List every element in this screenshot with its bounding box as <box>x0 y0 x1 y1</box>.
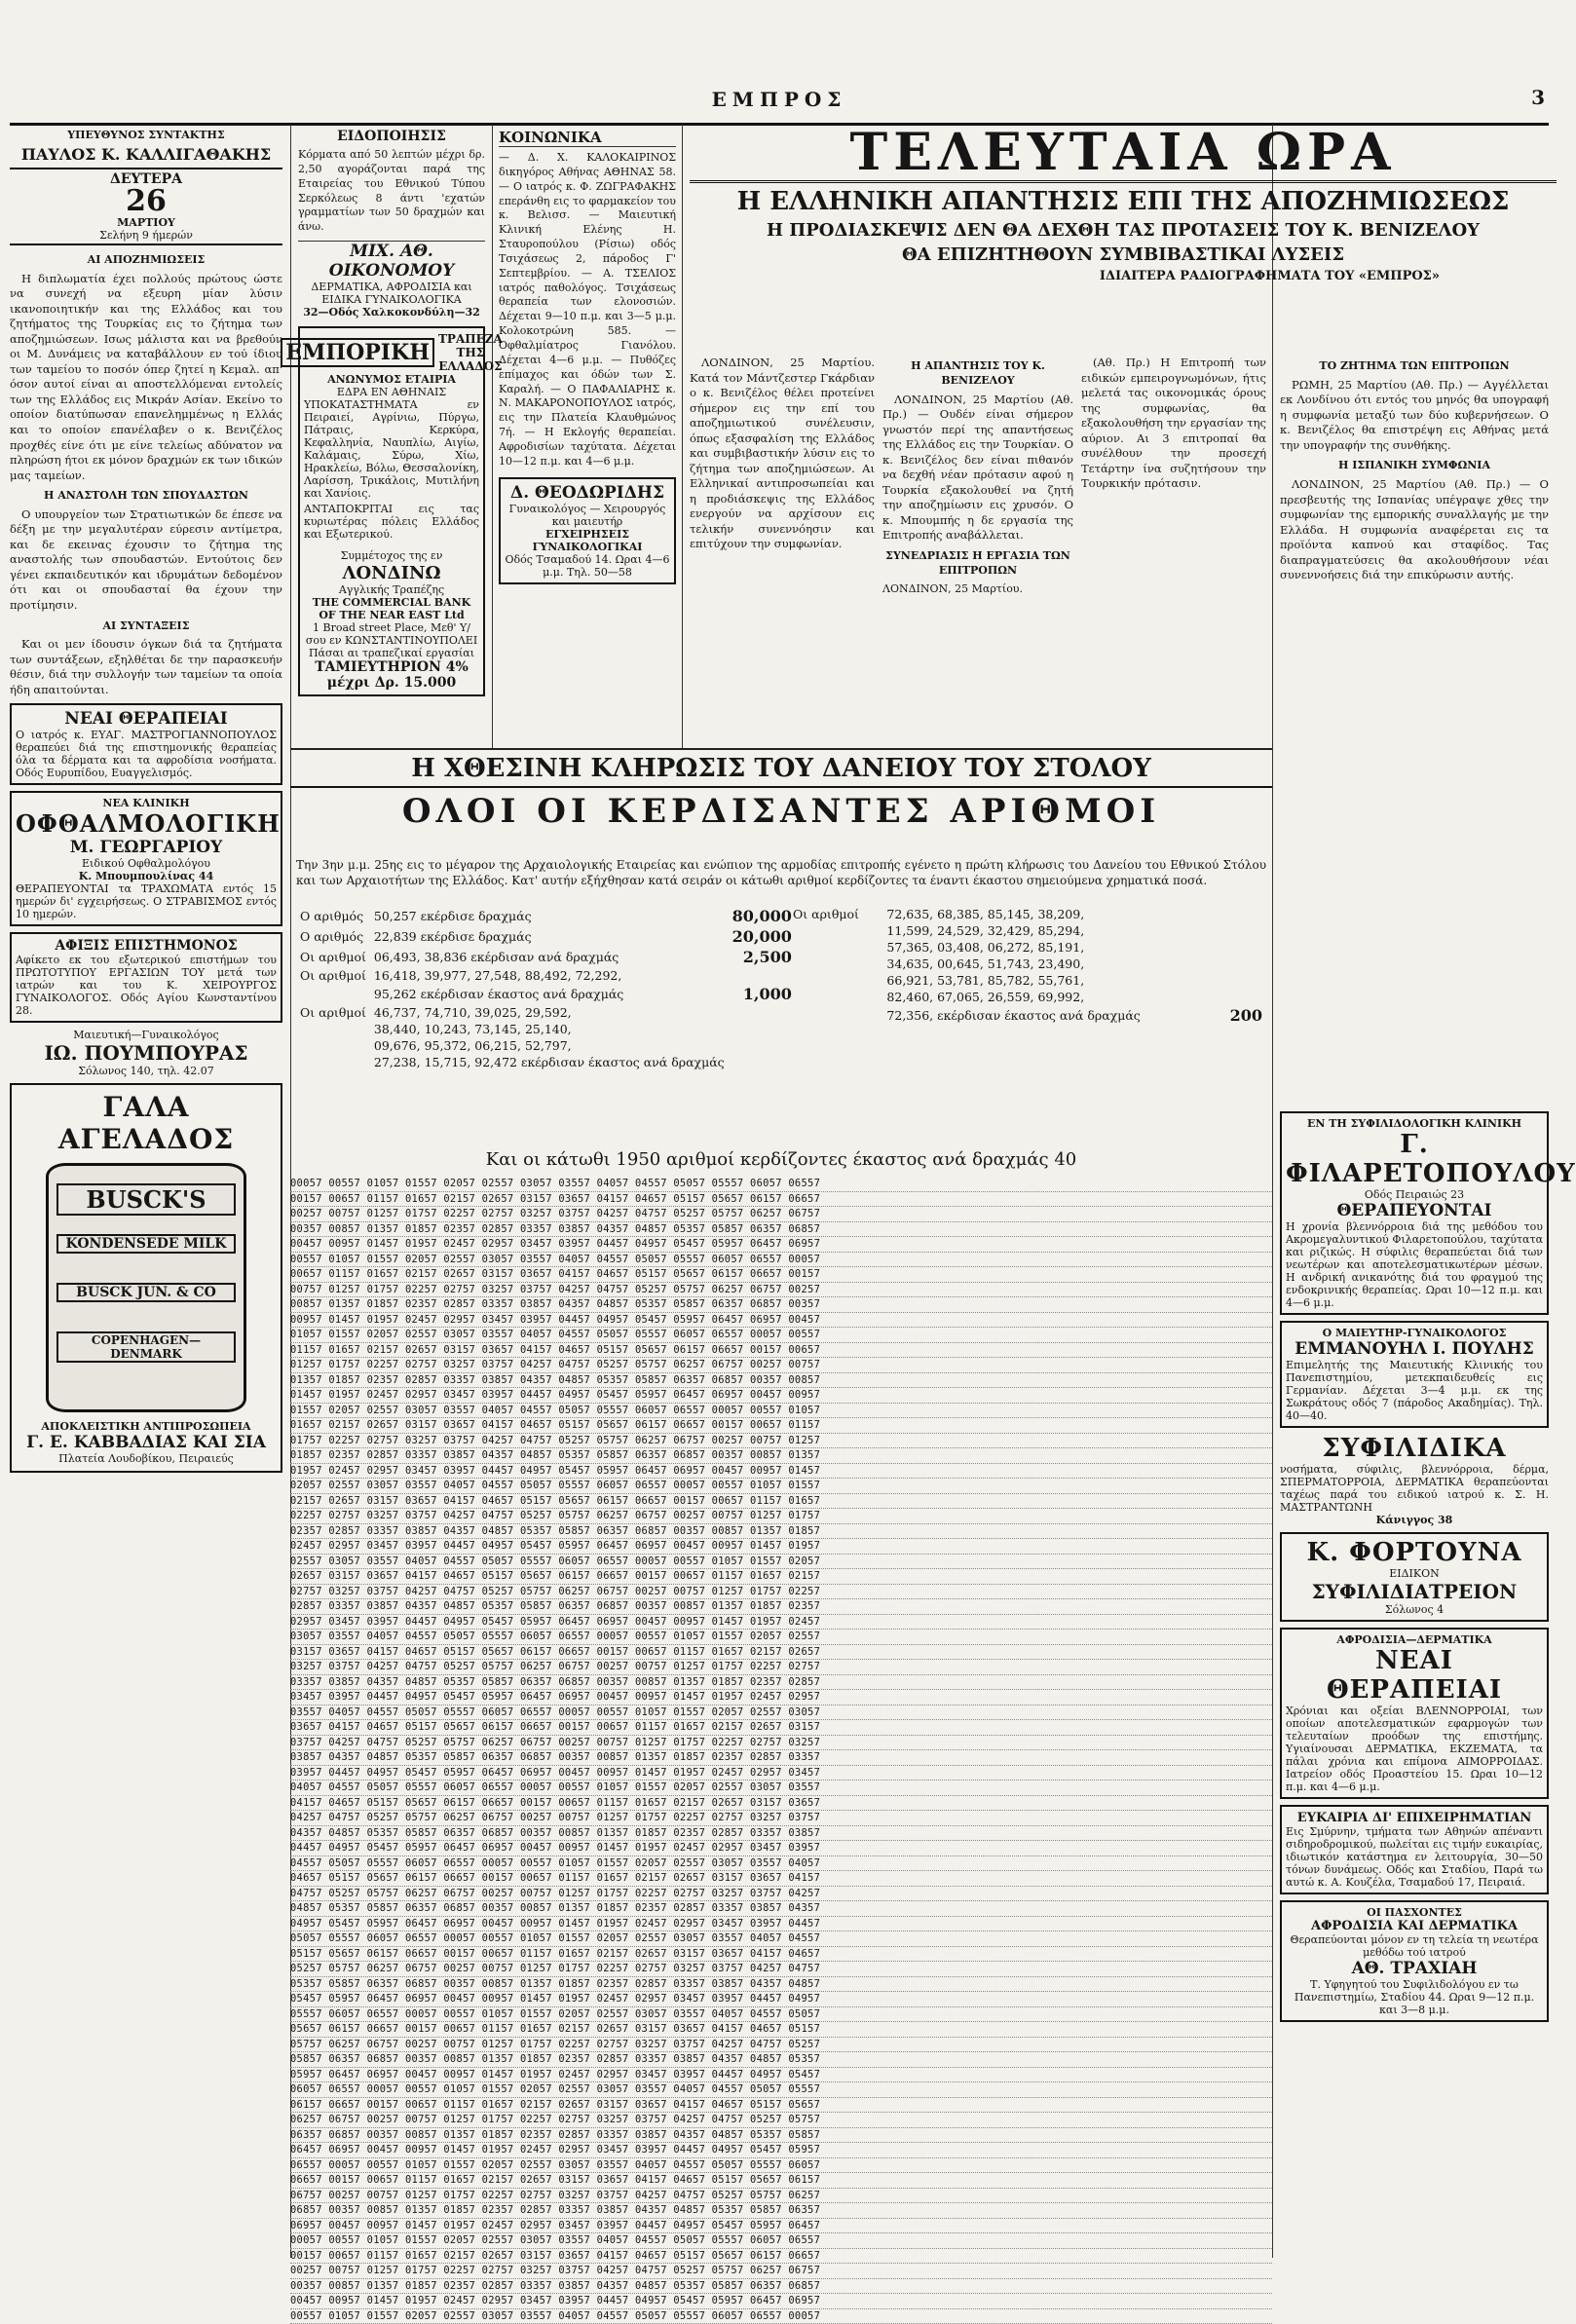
notices-column <box>298 125 485 748</box>
last-hour-sub1: Η ΕΛΛΗΝΙΚΗ ΑΠΑΝΤΗΣΙΣ ΕΠΙ ΤΗΣ ΑΠΟΖΗΜΙΩΣΕΩΣ <box>690 187 1557 216</box>
number-grid-row: 02857 03357 03857 04357 04857 05357 05857 06357 06857 00357 00857 01357 01857 02357 <box>290 1599 1272 1615</box>
ad-doctor-arrival <box>10 932 282 1023</box>
notices-text: Κόρματα από 50 λεπτών μέχρι δρ. 2,50 αγοράζονται παρά της Εταιρείας του Εθνικού Τύπου Σερκόλεως 8 άντι 'εχατών γραμματίων των 50 δραχμών και άνω. <box>298 148 485 235</box>
ad-aphrodisia-text: Χρόνιαι και οξείαι ΒΛΕΝΝΟΡΡΟΙΑΙ, των οποίων αποτελεσματικών εφαρμογών των τελευταίων προόδων της επιστήμης. Υγιαίνουσαι ΔΕΡΜΑΤΙΚΑ, ΕΚΖΕΜΑΤΑ, τα πάλαι χρόνια και επίμονα ΑΙΜΟΡΡΟΙΔΑΣ. Ιατρείον οδός Προαστείου 15. Ωραι 10—12 π.μ. και 4—6 μ.μ. <box>1286 1705 1543 1793</box>
ad-bank-commercial: THE COMMERCIAL BANK OF THE NEAR EAST Ltd <box>304 596 479 621</box>
prize-amount <box>1215 972 1266 989</box>
prize-amount <box>729 1004 796 1021</box>
number-grid-row: 04957 05457 05957 06457 06957 00457 00957 01457 01957 02457 02957 03457 03957 04457 <box>290 1917 1272 1932</box>
left-column <box>10 125 282 2258</box>
ad-aphrodisia <box>1280 1628 1549 1799</box>
prize-cell <box>296 1037 370 1054</box>
ad-midwife-poulis-name: ΕΜΜΑΝΟΥΗΛ Ι. ΠΟΥΛΗΣ <box>1286 1339 1543 1359</box>
number-grid-row: 01857 02357 02857 03357 03857 04357 04857 05357 05857 06357 06857 00357 00857 01357 <box>290 1448 1272 1464</box>
prize-row <box>296 1004 796 1021</box>
number-grid-row: 02957 03457 03957 04457 04957 05457 05957 06457 06957 00457 00957 01457 01957 02457 <box>290 1615 1272 1631</box>
number-grid-row: 06357 06857 00357 00857 01357 01857 02357 02857 03357 03857 04357 04857 05357 05857 <box>290 2128 1272 2144</box>
prize-row <box>789 956 1266 972</box>
number-grid-row: 06057 06557 00057 00557 01057 01557 02057 02557 03057 03557 04057 04557 05057 05557 <box>290 2082 1272 2098</box>
prize-cell: 06,493, 38,836 εκέρδισαν ανά δραχμάς <box>370 947 729 967</box>
social-text: — Δ. Χ. ΚΑΛΟΚΑΙΡΙΝΟΣ δικηγόρος Αθήνας ΑΘΗΝΑΣ 58. — Ο ιατρός κ. Φ. ΖΩΓΡΑΦΑΚΗΣ επεράνθη εις το φαρμακείον του κ. Βελισσ. — Μαιευτική Κλινική Ελένης Η. Σταυροπούλου (Ρίσιω) οδός Τσιχάσεως 2, πάροδος Γ' Σεπτεμβρίου. — Α. ΤΣΕΛΙΟΣ ιατρός παθολόγος. Τσιχάσεως θεραπεία των ελονοσιών. Δέχεται 9—10 π.μ. και 3—5 μ.μ. Κολοκοτρώνη 585. — Οφθαλμίατρος Γιανόλου. Δέχεται 4—6 μ.μ. — Πυθόζες επίμαχος και όδών των Σ. Καραλή. — Ο ΠΑΦΑΛΙΑΡΗΣ κ. Ν. ΜΑΚΑΡΟΝΟΠΟΥΛΟΣ ιατρός, εις την Πλατεία Κλαυθμώνος 7ή. — Η Εκλογής θεραπείαι. Αφροδισίων ταχύτατα. Δέχεται 10—12 π.μ. και 4—6 μ.μ. <box>499 151 676 469</box>
prize-row <box>296 947 796 967</box>
news-col-d-text2: ΡΩΜΗ, 25 Μαρτίου (Αθ. Πρ.) — Αγγέλλεται εκ Λονδίνου ότι εντός του μηνός θα υπογραφή η συμφωνία μεταξύ των δύο κυβερνήσεων. Ο κ. Βενιζέλος θα επιστρέψη εις Αθήνας μετά την υπογραφήν της συνθήκης. <box>1280 378 1549 454</box>
prize-cell <box>296 984 370 1004</box>
number-grid-row: 00757 01257 01757 02257 02757 03257 03757 04257 04757 05257 05757 06257 06757 00257 <box>290 1283 1272 1298</box>
number-grid-row: 06757 00257 00757 01257 01757 02257 02757 03257 03757 04257 04757 05257 05757 06257 <box>290 2189 1272 2204</box>
ad-bank-branches: ΥΠΟΚΑΤΑΣΤΗΜΑΤΑ εν Πειραιεί, Αγρίνιω, Πύργω, Πάτραις, Κερκύρα, Κεφαλληνία, Ναυπλίω, Αιγίω, Καλάμαις, Σύρω, Χίω, Ηρακλείω, Βόλω, Θεσσαλονίκη, Λαρίσση, Τρικάλοις, Μυτιλήνη και Χανίοις. <box>304 398 479 500</box>
number-grid-row: 00657 01157 01657 02157 02657 03157 03657 04157 04657 05157 05657 06157 06657 00157 <box>290 1267 1272 1283</box>
number-grid-row: 03357 03857 04357 04857 05357 05857 06357 06857 00357 00857 01357 01857 02357 02857 <box>290 1675 1272 1691</box>
ad-bank-london <box>304 544 479 583</box>
number-grid-row: 03657 04157 04657 05157 05657 06157 06657 00157 00657 01157 01657 02157 02657 03157 <box>290 1720 1272 1736</box>
news-col-b-text: ΛΟΝΔΙΝΟΝ, 25 Μαρτίου (Αθ. Πρ.) — Ουδέν είναι σήμερον γνωστόν περί της απαντήσεως της Ελλάδος εις την Τουρκίαν. Ο κ. Βενιζέλος δεν είναι πιθανόν να δεχθή νέαν πρότασιν αφού η Τουρκία εξακολουθεί να ζητή την αποζημίωσιν εις χρυσόν. Ο κ. Μπουμπής η δε εργασία της Επιτροπής αναβάλλεται. <box>882 393 1073 544</box>
ad-syph-clinic-address: Οδός Πειραιώς 23 <box>1286 1188 1543 1201</box>
ad-theodoridis <box>499 477 676 584</box>
ad-eye-clinic-sub: Ειδικού Οφθαλμολόγου <box>16 857 277 870</box>
ad-bank-header <box>304 332 479 373</box>
number-grid-row: 06457 06957 00457 00957 01457 01957 02457 02957 03457 03957 04457 04957 05457 05957 <box>290 2143 1272 2158</box>
prize-cell: 95,262 εκέρδισαν έκαστος ανά δραχμάς <box>370 984 729 1004</box>
ad-fortouna <box>1280 1532 1549 1622</box>
prize-row <box>296 906 796 926</box>
prize-cell <box>789 972 882 989</box>
number-grid-row: 05057 05557 06057 06557 00057 00557 01057 01557 02057 02557 03057 03557 04057 04557 <box>290 1931 1272 1947</box>
last-hour-sub3: ΘΑ ΕΠΙΖΗΤΗΘΟΥΝ ΣΥΜΒΙΒΑΣΤΙΚΑΙ ΛΥΣΕΙΣ <box>690 244 1557 265</box>
number-grid-row: 00057 00557 01057 01557 02057 02557 03057 03557 04057 04557 05057 05557 06057 06557 <box>290 1177 1272 1192</box>
ad-eye-clinic <box>10 791 282 926</box>
prize-row <box>789 1005 1266 1026</box>
ad-syph-clinic <box>1280 1111 1549 1315</box>
number-grid-row: 02257 02757 03257 03757 04257 04757 05257 05757 06257 06757 00257 00757 01257 01757 <box>290 1509 1272 1524</box>
ad-doctor-arrival-title: ΑΦΙΞΙΣ ΕΠΙΣΤΗΜΟΝΟΣ <box>16 938 277 954</box>
number-grid-row: 02557 03057 03557 04057 04557 05057 05557 06057 06557 00057 00557 01057 01557 02057 <box>290 1555 1272 1570</box>
lottery-subtitle: ΟΛΟΙ ΟΙ ΚΕΡΔΙΣΑΝΤΕΣ ΑΡΙΘΜΟΙ <box>290 792 1272 831</box>
number-grid-row: 00257 00757 01257 01757 02257 02757 03257 03757 04257 04757 05257 05757 06257 06757 <box>290 2264 1272 2279</box>
prize-cell: Οι αριθμοί <box>789 906 882 922</box>
number-grid-row: 00857 01357 01857 02357 02857 03357 03857 04357 04857 05357 05857 06357 06857 00357 <box>290 1297 1272 1313</box>
prize-amount: 1,000 <box>729 984 796 1004</box>
prize-amount: 80,000 <box>729 906 796 926</box>
number-grid-row: 06557 00057 00557 01057 01557 02057 02557 03057 03557 04057 04557 05057 05557 06057 <box>290 2158 1272 2174</box>
prize-row <box>789 939 1266 956</box>
prize-amount <box>729 1021 796 1037</box>
date-box <box>10 168 282 245</box>
prize-amount <box>1215 906 1266 922</box>
date-month: ΜΑΡΤΙΟΥ <box>10 216 282 229</box>
prize-amount <box>729 967 796 984</box>
ad-milk-address: Πλατεία Λουδοβίκου, Πειραιεύς <box>18 1452 275 1465</box>
ad-eye-clinic-address: Κ. Μπουμπουλίνας 44 <box>16 870 277 882</box>
ad-new-therapies-title: ΝΕΑΙ ΘΕΡΑΠΕΙΑΙ <box>16 709 277 729</box>
number-grid-row: 01757 02257 02757 03257 03757 04257 04757 05257 05757 06257 06757 00257 00757 01257 <box>290 1434 1272 1449</box>
number-grid-row: 02057 02557 03057 03557 04057 04557 05057 05557 06057 06557 00057 00557 01057 01557 <box>290 1479 1272 1494</box>
number-grid-row: 04257 04757 05257 05757 06257 06757 00257 00757 01257 01757 02257 02757 03257 03757 <box>290 1811 1272 1826</box>
can-label-top: BUSCK'S <box>56 1183 236 1216</box>
ad-theodoridis-spec: Γυναικολόγος — Χειρουργός και μαιευτήρ <box>505 503 670 528</box>
number-grid-row: 05557 06057 06557 00057 00557 01057 01557 02057 02557 03057 03557 04057 04557 05057 <box>290 2007 1272 2023</box>
lottery-prize-table-left <box>296 906 796 1070</box>
number-grid-row: 02357 02857 03357 03857 04357 04857 05357 05857 06357 06857 00357 00857 01357 01857 <box>290 1524 1272 1540</box>
number-grid-row: 00157 00657 01157 01657 02157 02657 03157 03657 04157 04657 05157 05657 06157 06657 <box>290 2249 1272 2265</box>
prize-amount: 200 <box>1215 1005 1266 1026</box>
masthead-title: ΕΜΠΡΟΣ <box>10 88 1549 111</box>
ad-eye-clinic-title: ΟΦΘΑΛΜΟΛΟΓΙΚΗ <box>16 809 277 838</box>
number-grid-row: 04757 05257 05757 06257 06757 00257 00757 01257 01757 02257 02757 03257 03757 04257 <box>290 1887 1272 1902</box>
ad-aphrodisia-pre: ΑΦΡΟΔΙΣΙΑ—ΔΕΡΜΑΤΙΚΑ <box>1286 1633 1543 1646</box>
number-grid-row: 05957 06457 06957 00457 00957 01457 01957 02457 02957 03457 03957 04457 04957 05457 <box>290 2068 1272 2083</box>
last-hour-sub2: Η ΠΡΟΔΙΑΣΚΕΨΙΣ ΔΕΝ ΘΑ ΔΕΧΘΗ ΤΑΣ ΠΡΟΤΑΣΕΙΣ ΤΟΥ Κ. ΒΕΝΙΖΕΛΟΥ <box>690 220 1557 241</box>
prize-amount <box>1215 956 1266 972</box>
number-grid-row: 06157 06657 00157 00657 01157 01657 02157 02657 03157 03657 04157 04657 05157 05657 <box>290 2098 1272 2114</box>
number-grid-row: 01657 02157 02657 03157 03657 04157 04657 05157 05657 06157 06657 00157 00657 01157 <box>290 1418 1272 1434</box>
prize-cell <box>789 1005 882 1026</box>
ad-fortouna-sub: ΕΙΔΙΚΟΝ <box>1286 1567 1543 1580</box>
prize-cell: 16,418, 39,977, 27,548, 88,492, 72,292, <box>370 967 729 984</box>
number-grid-row: 00157 00657 01157 01657 02157 02657 03157 03657 04157 04657 05157 05657 06157 06657 <box>290 1192 1272 1208</box>
column-rule <box>682 125 683 748</box>
ad-bank-london-pre2: Αγγλικής Τραπέζης <box>304 583 479 596</box>
ad-trachia-text: Θεραπεύονται μόνον εν τη τελεία τη νεωτέρα μεθόδω τού ιατρού <box>1286 1933 1543 1959</box>
number-grid-row: 03857 04357 04857 05357 05857 06357 06857 00357 00857 01357 01857 02357 02857 03357 <box>290 1750 1272 1766</box>
ad-trachia-pre: ΟΙ ΠΑΣΧΟΝΤΕΣ <box>1286 1906 1543 1919</box>
number-grid-row: 01957 02457 02957 03457 03957 04457 04957 05457 05957 06457 06957 00457 00957 01457 <box>290 1464 1272 1480</box>
number-grid-row: 00257 00757 01257 01757 02257 02757 03257 03757 04257 04757 05257 05757 06257 06757 <box>290 1207 1272 1222</box>
number-grid-row: 03157 03657 04157 04657 05157 05657 06157 06657 00157 00657 01157 01657 02157 02657 <box>290 1645 1272 1661</box>
ad-midwife-name: ΙΩ. ΠΟΥΜΠΟΥΡΑΣ <box>10 1041 282 1065</box>
prize-cell: 46,737, 74,710, 39,025, 29,592, <box>370 1004 729 1021</box>
news-col-d <box>1280 356 1549 1096</box>
last-hour-sub4: ΙΔΙΑΙΤΕΡΑ ΡΑΔΙΟΓΡΑΦΗΜΑΤΑ ΤΟΥ «ΕΜΠΡΟΣ» <box>690 269 1557 283</box>
ad-eye-clinic-pre: ΝΕΑ ΚΛΙΝΙΚΗ <box>16 797 277 809</box>
news-col-b-foot2: ΛΟΝΔΙΝΟΝ, 25 Μαρτίου. <box>882 582 1073 597</box>
number-grid-row: 04357 04857 05357 05857 06357 06857 00357 00857 01357 01857 02357 02857 03357 03857 <box>290 1826 1272 1842</box>
ad-trachia-spec: ΑΦΡΟΔΙΣΙΑ ΚΑΙ ΔΕΡΜΑΤΙΚΑ <box>1286 1919 1543 1933</box>
prize-cell: 57,365, 03,408, 06,272, 85,191, <box>882 939 1215 956</box>
prize-cell <box>789 922 882 939</box>
editor-label: ΥΠΕΥΘΥΝΟΣ ΣΥΝΤΑΚΤΗΣ <box>10 129 282 141</box>
prize-cell <box>296 1054 370 1070</box>
prize-cell: 82,460, 67,065, 26,559, 69,992, <box>882 989 1215 1005</box>
ad-eye-clinic-text: ΘΕΡΑΠΕΥΟΝΤΑΙ τα ΤΡΑΧΩΜΑΤΑ εντός 15 ημερών δι' εγχειρήσεως. Ο ΣΤΡΑΒΙΣΜΟΣ εντός 10 ημερών. <box>16 882 277 920</box>
prize-cell: 50,257 εκέρδισε δραχμάς <box>370 906 729 926</box>
last-hour-section <box>690 125 1557 283</box>
lottery-header <box>290 754 1272 831</box>
number-grid-row: 02157 02657 03157 03657 04157 04657 05157 05657 06157 06657 00157 00657 01157 01657 <box>290 1494 1272 1510</box>
prize-cell: 09,676, 95,372, 06,215, 52,797, <box>370 1037 729 1054</box>
article-students-head: Η ΑΝΑΣΤΟΛΗ ΤΩΝ ΣΠΟΥΔΑΣΤΩΝ <box>10 489 282 504</box>
prize-row <box>296 1021 796 1037</box>
ad-syphilitic-title: ΣΥΦΙΛΙΔΙΚΑ <box>1280 1434 1549 1463</box>
news-col-b-foot: ΣΥΝΕΔΡΙΑΣΙΣ Η ΕΡΓΑΣΙΑ ΤΩΝ ΕΠΙΤΡΟΠΩΝ <box>882 549 1073 579</box>
number-grid-row: 03957 04457 04957 05457 05957 06457 06957 00457 00957 01457 01957 02457 02957 03457 <box>290 1766 1272 1781</box>
ad-oikonomou-spec: ΔΕΡΜΑΤΙΚΑ, ΑΦΡΟΔΙΣΙΑ και ΕΙΔΙΚΑ ΓΥΝΑΙΚΟΛΟΓΙΚΑ <box>298 281 485 306</box>
can-label-bottom: BUSCK JUN. & CO <box>56 1283 236 1302</box>
prize-amount <box>1215 989 1266 1005</box>
prize-cell: 66,921, 53,781, 85,782, 55,761, <box>882 972 1215 989</box>
ad-bank-seat: ΕΔΡΑ ΕΝ ΑΘΗΝΑΙΣ <box>304 386 479 398</box>
prize-row <box>789 906 1266 922</box>
ad-midwife <box>10 1029 282 1077</box>
prize-cell: Ο αριθμός <box>296 906 370 926</box>
prize-row <box>296 967 796 984</box>
news-col-d-text3: ΛΟΝΔΙΝΟΝ, 25 Μαρτίου (Αθ. Πρ.) — Ο πρεσβευτής της Ισπανίας υπέγραψε χθες την συμφωνίαν της εμπορικής συναλλαγής με την Ελλάδα. Η συμφωνία αναφέρεται εις τα προϊόντα καπνού και σταφίδος. Τας διαπραγματεύσεις θα ακολουθήσουν νέαι συνεννοήσεις διά την επικύρωσιν αυτής. <box>1280 477 1549 583</box>
ad-fortouna-name: Κ. ΦΟΡΤΟΥΝΑ <box>1286 1538 1543 1567</box>
news-col-d-title2: ΤΟ ΖΗΤΗΜΑ ΤΩΝ ΕΠΙΤΡΟΠΩΝ <box>1280 359 1549 374</box>
number-grid-row: 00357 00857 01357 01857 02357 02857 03357 03857 04357 04857 05357 05857 06357 06857 <box>290 2279 1272 2295</box>
ad-midwife-poulis <box>1280 1321 1549 1428</box>
prize-row <box>789 922 1266 939</box>
ad-theodoridis-sub: ΕΓΧΕΙΡΗΣΕΙΣ ΓΥΝΑΙΚΟΛΟΓΙΚΑΙ <box>505 528 670 553</box>
number-grid-row: 04857 05357 05857 06357 06857 00357 00857 01357 01857 02357 02857 03357 03857 04357 <box>290 1901 1272 1917</box>
number-grid-row: 05257 05757 06257 06757 00257 00757 01257 01757 02257 02757 03257 03757 04257 04757 <box>290 1962 1272 1977</box>
number-grid-row: 06657 00157 00657 01157 01657 02157 02657 03157 03657 04157 04657 05157 05657 06157 <box>290 2173 1272 2189</box>
number-grid-row: 05657 06157 06657 00157 00657 01157 01657 02157 02657 03157 03657 04157 04657 05157 <box>290 2022 1272 2038</box>
prize-cell: Ο αριθμός <box>296 926 370 947</box>
prize-row <box>789 989 1266 1005</box>
ad-fortouna-title: ΣΥΦΙΛΙΔΙΑΤΡΕΙΟΝ <box>1286 1580 1543 1603</box>
ad-midwife-pre: Μαιευτική—Γυναικολόγος <box>10 1029 282 1041</box>
date-number: 26 <box>10 187 282 216</box>
prize-cell: 38,440, 10,243, 73,145, 25,140, <box>370 1021 729 1037</box>
lottery-intro: Την 3ην μ.μ. 25ης εις το μέγαρον της Αρχαιολογικής Εταιρείας και ενώπιον της αρμοδίας επιτροπής εγένετο η πρώτη κλήρωσις του Δανείου του Εθνικού Στόλου και των Αρχαιοτήτων της Ελλάδος. Κατ' αυτήν εξήχθησαν κατά σειράν οι κάτωθι αριθμοί κερδίζοντες τα έναντι έκαστου σημειούμενα χρηματικά ποσά. <box>296 857 1266 888</box>
number-grid-row: 00357 00857 01357 01857 02357 02857 03357 03857 04357 04857 05357 05857 06357 06857 <box>290 1222 1272 1238</box>
ad-fortouna-address: Σόλωνος 4 <box>1286 1603 1543 1616</box>
prize-amount <box>729 1037 796 1054</box>
number-grid-row: 03257 03757 04257 04757 05257 05757 06257 06757 00257 00757 01257 01757 02257 02757 <box>290 1660 1272 1675</box>
ad-bank <box>298 326 485 696</box>
prize-cell: Οι αριθμοί <box>296 947 370 967</box>
number-grid-row: 00457 00957 01457 01957 02457 02957 03457 03957 04457 04957 05457 05957 06457 06957 <box>290 2294 1272 2309</box>
right-column <box>1280 1106 1549 2255</box>
number-grid-row: 01157 01657 02157 02657 03157 03657 04157 04657 05157 05657 06157 06657 00157 00657 <box>290 1343 1272 1359</box>
ad-eye-clinic-name: Μ. ΓΕΩΡΓΑΡΙΟΥ <box>16 838 277 857</box>
ad-new-therapies-text: Ο ιατρός κ. ΕΥΑΓ. ΜΑΣΤΡΟΓΙΑΝΝΟΠΟΥΛΟΣ θεραπεύει διά της επιστημονικής θεραπείας όλα τα δέρματα και τα αφροδίσια νοσήματα. Οδός Ευρυπίδου, Ευαγγελισμός. <box>16 729 277 779</box>
last-hour-headline: ΤΕΛΕΥΤΑΙΑ ΩΡΑ <box>690 125 1557 183</box>
prize-cell: 72,356, εκέρδισαν έκαστος ανά δραχμάς <box>882 1005 1215 1026</box>
news-col-a <box>690 356 875 740</box>
prize-cell: 34,635, 00,645, 51,743, 23,490, <box>882 956 1215 972</box>
article-indemnities <box>10 253 282 697</box>
number-grid-row: 01257 01757 02257 02757 03257 03757 04257 04757 05257 05757 06257 06757 00257 00757 <box>290 1358 1272 1373</box>
lottery-table-left <box>296 906 783 1070</box>
prize-row <box>296 926 796 947</box>
milk-can-illustration <box>46 1163 246 1412</box>
prize-row <box>296 1054 796 1070</box>
article-pensions-body: Και οι μεν ίδουσιν όγκων διά τα ζητήματα των συντάξεων, εξηλθέται δε την παρασκευήν θέσιν, διά την συλλογήν των ταμείων τα οποία ήδη απαιτούνται. <box>10 637 282 697</box>
ad-syph-clinic-pre: ΕΝ ΤΗ ΣΥΦΙΛΙΔΟΛΟΓΙΚΗ ΚΛΙΝΙΚΗ <box>1286 1117 1543 1130</box>
ad-bank-savings: ΤΑΜΙΕΥΤΗΡΙΟΝ 4% <box>304 659 479 675</box>
date-note: Σελήνη 9 ήμερών <box>10 229 282 242</box>
news-col-c-text: (Αθ. Πρ.) Η Επιτροπή των ειδικών εμπειρογνωμόνων, ήτις μελετά τας οικονομικάς όρους της συμφωνίας, θα εξακολουθήση την εργασίαν της αύριον. Αι 3 επιτροπαί θα συνέλθουν την προσεχή Τετάρτην ίνα συζητήσουν την Τουρκικήν πρότασιν. <box>1081 356 1266 492</box>
ad-doctor-arrival-text: Αφίκετο εκ του εξωτερικού επιστήμων του ΠΡΩΤΟΤΥΠΟΥ ΕΡΓΑΣΙΩΝ ΤΟΥ μετά των ιατρών και του Κ. ΧΕΙΡΟΥΡΓΟΣ ΓΥΝΑΙΚΟΛΟΓΟΣ. Οδός Αγίου Κωνσταντίνου 28. <box>16 954 277 1017</box>
prize-amount <box>1215 939 1266 956</box>
prize-cell: 22,839 εκέρδισε δραχμάς <box>370 926 729 947</box>
number-grid-row: 02457 02957 03457 03957 04457 04957 05457 05957 06457 06957 00457 00957 01457 01957 <box>290 1539 1272 1555</box>
ad-bank-london-pre: Συμμέτοχος της εν <box>341 549 443 562</box>
prize-cell: Οι αριθμοί <box>296 1004 370 1021</box>
lottery-top-rule <box>290 748 1272 750</box>
number-grid-row: 01357 01857 02357 02857 03357 03857 04357 04857 05357 05857 06357 06857 00357 00857 <box>290 1373 1272 1389</box>
prize-cell: Οι αριθμοί <box>296 967 370 984</box>
ad-bank-limit: μέχρι Δρ. 15.000 <box>304 675 479 691</box>
number-grid-row: 00057 00557 01057 01557 02057 02557 03057 03557 04057 04557 05057 05557 06057 06557 <box>290 2233 1272 2249</box>
news-col-b-title: Η ΑΠΑΝΤΗΣΙΣ ΤΟΥ Κ. ΒΕΝΙΖΕΛΟΥ <box>882 359 1073 389</box>
article-pensions-head: ΑΙ ΣΥΝΤΑΞΕΙΣ <box>10 619 282 634</box>
number-grid-row: 02757 03257 03757 04257 04757 05257 05757 06257 06757 00257 00757 01257 01757 02257 <box>290 1585 1272 1600</box>
column-rule <box>492 125 493 748</box>
ad-trachia-foot: Τ. Υφηγητού του Συφιλιδολόγου εν τω Πανεπιστημίω, Σταδίου 44. Ωραι 9—12 π.μ. και 3—8 μ.μ. <box>1286 1978 1543 2016</box>
ad-syphilitic <box>1280 1434 1549 1526</box>
ad-business <box>1280 1805 1549 1894</box>
lottery-title: Η ΧΘΕΣΙΝΗ ΚΛΗΡΩΣΙΣ ΤΟΥ ΔΑΝΕΙΟΥ ΤΟΥ ΣΤΟΛΟΥ <box>290 754 1272 788</box>
ad-oikonomou <box>298 241 485 319</box>
ad-syph-clinic-name: Γ. ΦΙΛΑΡΕΤΟΠΟΥΛΟΥ <box>1286 1130 1543 1188</box>
ad-bank-address: 1 Broad street Place, Μεθ' Υ/σου εν ΚΩΝΣΤΑΝΤΙΝΟΥΠΟΛΕΙ <box>304 621 479 647</box>
prize-amount: 20,000 <box>729 926 796 947</box>
number-grid-row: 00457 00957 01457 01957 02457 02957 03457 03957 04457 04957 05457 05957 06457 06957 <box>290 1237 1272 1253</box>
ad-syph-clinic-head: ΘΕΡΑΠΕΥΟΝΤΑΙ <box>1286 1201 1543 1220</box>
social-column <box>499 125 676 748</box>
article-indemnities-body: Η διπλωματία έχει πολλούς πρώτους ώστε να συνεχή να εξευρη μίαν λύσιν ικανοποιητικήν και της Ελλάδος και του ζητήματος της Τουρκίας εις το ζήτημα των αποζημιώσεων. Ισως μάλιστα και να βρεθούν οι Μ. Δυνάμεις να καταβάλλουν εν τού ίδιου των ταμείου το ποσόν όπερ ζητεί η Κεμαλ. απ' όσον αυτοί είναι αι αποστελλόμεναι εντολείς των της Ελλάδος εις Μικράν Ασίαν. Εκείνο το οποίον διατύπωσαν επανελημμένως η Ελλάς και το οποίον επανέλαβεν ο κ. Βενιζέλος προχθές είνε ότι με είνε τελείως αδύνατον να πληρώση ήτοι εκ μόνον δραχμών εκ των ιδικών μας ταμείων. <box>10 272 282 483</box>
column-rule <box>1272 125 1273 2258</box>
prize-amount <box>729 1054 796 1070</box>
date-day: ΔΕΥΤΕΡΑ <box>10 171 282 187</box>
can-label-mid: KONDENSEDE MILK <box>56 1234 236 1254</box>
number-grid-row: 05157 05657 06157 06657 00157 00657 01157 01657 02157 02657 03157 03657 04157 04657 <box>290 1947 1272 1963</box>
prize-cell: 27,238, 15,715, 92,472 εκέρδισαν έκαστος ανά δραχμάς <box>370 1054 729 1070</box>
prize-row <box>789 972 1266 989</box>
article-students-body: Ο υπουργείον των Στρατιωτικών δε έπεσε να δέξη με την μεγαλυτέραν εύρεσιν αντίμετρα, και δε εκεινας έχουσιν το ζήτημα της αναστολής των σπουδαστών. Εντούτοις δεν γένει εκπαιδευτικόν και ιδρυμάτων δεδομένον ότι και οι σπουδασταί θα έχουν την προτίμησιν. <box>10 507 282 614</box>
ad-oikonomou-address: 32—Οδός Χαλκοκονδύλη—32 <box>298 306 485 319</box>
number-grid-row: 04057 04557 05057 05557 06057 06557 00057 00557 01057 01557 02057 02557 03057 03557 <box>290 1780 1272 1796</box>
number-grid-row: 05757 06257 06757 00257 00757 01257 01757 02257 02757 03257 03757 04257 04757 05257 <box>290 2038 1272 2053</box>
prize-cell <box>789 989 882 1005</box>
ad-milk-title: ΓΑΛΑ ΑΓΕΛΑΔΟΣ <box>18 1091 275 1155</box>
number-grid-row: 00557 01057 01557 02057 02557 03057 03557 04057 04557 05057 05557 06057 06557 00057 <box>290 2309 1272 2324</box>
ad-bank-correspondents: ΑΝΤΑΠΟΚΡΙΤΑΙ εις τας κυριωτέρας πόλεις Ελλάδος και Εξωτερικού. <box>304 503 479 541</box>
ad-syph-clinic-text: Η χρονία βλεννόρροια διά της μεθόδου του Ακρομεγαλυντικού Φιλαρετοπούλου, ταχύτατα και ριζικώς. Η σύφιλις θεραπεύεται διά των νεωτέρων και αποτελεσματικωτέρων μέσων. Η ανδρική ανικανότης διά του φραγμού της ενδοκρινικής θεραπείας. Ωραι 10—12 π.μ. και 4—6 μ.μ. <box>1286 1220 1543 1309</box>
ad-theodoridis-name: Δ. ΘΕΟΔΩΡΙΔΗΣ <box>505 483 670 503</box>
number-grid-row: 06257 06757 00257 00757 01257 01757 02257 02757 03257 03757 04257 04757 05257 05757 <box>290 2113 1272 2128</box>
ad-bank-type: ΑΝΩΝΥΜΟΣ ΕΤΑΙΡΙΑ <box>304 373 479 386</box>
number-grid-row: 05357 05857 06357 06857 00357 00857 01357 01857 02357 02857 03357 03857 04357 04857 <box>290 1977 1272 1993</box>
number-grid-row: 04457 04957 05457 05957 06457 06957 00457 00957 01457 01957 02457 02957 03457 03957 <box>290 1841 1272 1856</box>
notices-title: ΕΙΔΟΠΟΙΗΣΙΣ <box>298 129 485 144</box>
number-grid-row: 06957 00457 00957 01457 01957 02457 02957 03457 03957 04457 04957 05457 05957 06457 <box>290 2219 1272 2234</box>
can-label-city: COPENHAGEN—DENMARK <box>56 1331 236 1363</box>
prize-amount: 2,500 <box>729 947 796 967</box>
number-grid-row: 04657 05157 05657 06157 06657 00157 00657 01157 01657 02157 02657 03157 03657 04157 <box>290 1871 1272 1887</box>
number-grid-row: 05457 05957 06457 06957 00457 00957 01457 01957 02457 02957 03457 03957 04457 04957 <box>290 1992 1272 2007</box>
news-col-d-title3: Η ΙΣΠΑΝΙΚΗ ΣΥΜΦΩΝΙΑ <box>1280 459 1549 473</box>
ad-syphilitic-text: νοσήματα, σύφιλις, βλεννόρροια, δέρμα, ΣΠΕΡΜΑΤΟΡΡΟΙΑ, ΔΕΡΜΑΤΙΚΑ θεραπεύονται ταχέως παρά του ειδικού ιατρού κ. Σ. Η. ΜΑΣΤΡΑΝΤΩΝΗ <box>1280 1463 1549 1514</box>
ad-midwife-address: Σόλωνος 140, τηλ. 42.07 <box>10 1065 282 1077</box>
number-grid-row: 03457 03957 04457 04957 05457 05957 06457 06957 00457 00957 01457 01957 02457 02957 <box>290 1690 1272 1706</box>
ad-midwife-poulis-text: Επιμελητής της Μαιευτικής Κλινικής του Πανεπιστημίου, μετεκπαιδευθείς εις Γερμανίαν. Δέχεται 3—4 μ.μ. εκ της Σωκράτους οδός 7 (πάροδος Ακαδημίας). Τηλ. 40—40. <box>1286 1359 1543 1422</box>
ad-trachia-name: ΑΘ. ΤΡΑΧΙΑΗ <box>1286 1959 1543 1978</box>
editor-name: ΠΑΥΛΟΣ Κ. ΚΑΛΛΙΓΑΘΑΚΗΣ <box>10 145 282 164</box>
ad-business-text: Εις Σμύρνην, τμήματα των Αθηνών απέναντι σιδηροδρομικού, πωλείται εις τιμήν ευκαιρίας, ιδιωτικόν κατάστημα εν λειτουργία, 30—50 τόνων δυνάμεως. Οδός και Σταδίου, Παρά τω αυτώ κ. Α. Κουζέλα, Τσαμαδού 17, Πειραιά. <box>1286 1825 1543 1889</box>
number-grid-row: 00557 01057 01557 02057 02557 03057 03557 04057 04557 05057 05557 06057 06557 00057 <box>290 1253 1272 1268</box>
ad-milk <box>10 1083 282 1473</box>
ad-business-title: ΕΥΚΑΙΡΙΑ ΔΙ' ΕΠΙΧΕΙΡΗΜΑΤΙΑΝ <box>1286 1811 1543 1825</box>
ad-bank-operations: Πάσαι αι τραπεζικαί εργασίαι <box>304 647 479 659</box>
ad-milk-agent: Γ. Ε. ΚΑΒΒΑΔΙΑΣ ΚΑΙ ΣΙΑ <box>18 1433 275 1452</box>
prize-cell <box>789 939 882 956</box>
ad-milk-agent-label: ΑΠΟΚΛΕΙΣΤΙΚΗ ΑΝΤΙΠΡΟΣΩΠΕΙΑ <box>18 1420 275 1433</box>
number-grid-row: 04557 05057 05557 06057 06557 00057 00557 01057 01557 02057 02557 03057 03557 04057 <box>290 1856 1272 1872</box>
number-grid-row: 03757 04257 04757 05257 05757 06257 06757 00257 00757 01257 01757 02257 02757 03257 <box>290 1736 1272 1751</box>
number-grid-row: 01457 01957 02457 02957 03457 03957 04457 04957 05457 05957 06457 06957 00457 00957 <box>290 1388 1272 1404</box>
lottery-small-prize: Και οι κάτωθι 1950 αριθμοί κερδίζοντες έκαστος ανά δραχμάς 40 <box>290 1149 1272 1170</box>
number-grid-row: 05857 06357 06857 00357 00857 01357 01857 02357 02857 03357 03857 04357 04857 05357 <box>290 2052 1272 2068</box>
number-grid-row: 02657 03157 03657 04157 04657 05157 05657 06157 06657 00157 00657 01157 01657 02157 <box>290 1569 1272 1585</box>
ad-bank-name-1: ΕΜΠΟΡΙΚΗ <box>281 338 434 367</box>
ad-theodoridis-address: Οδός Τσαμαδού 14. Ωραι 4—6 μ.μ. Τηλ. 50—58 <box>505 553 670 579</box>
ad-trachia <box>1280 1900 1549 2022</box>
ad-bank-london-word: ΛΟΝΔΙΝΩ <box>343 563 441 583</box>
news-col-b <box>882 356 1073 740</box>
number-grid-row: 03057 03557 04057 04557 05057 05557 06057 06557 00057 00557 01057 01557 02057 02557 <box>290 1630 1272 1645</box>
page-number: 3 <box>1531 86 1545 109</box>
social-title: ΚΟΙΝΩΝΙΚΑ <box>499 129 676 147</box>
prize-cell: 11,599, 24,529, 32,429, 85,294, <box>882 922 1215 939</box>
news-col-a-text: ΛΟΝΔΙΝΟΝ, 25 Μαρτίου. Κατά τον Μάντζεστερ Γκάρδιαν ο κ. Βενιζέλος θέλει προτείνει σήμερον εις την επί του αποζημιωτικού συνέλευσιν, όπως εξασφαλίση της Ελλάδος και συμβιβαστικήν λύσιν εις το ζήτημα των αποζημιώσεων. Αι Ελληνικαί αντιπροσωπείαι και η προδιάσκεψις της Ελλάδος ενεργούν να αρχίσουν εις τελικήν συνεννόησιν και επιτύχουν την συμφωνίαν. <box>690 356 875 552</box>
prize-cell: 72,635, 68,385, 85,145, 38,209, <box>882 906 1215 922</box>
prize-cell <box>296 1021 370 1037</box>
news-col-c <box>1081 356 1266 740</box>
number-grid-row: 00957 01457 01957 02457 02957 03457 03957 04457 04957 05457 05957 06457 06957 00457 <box>290 1313 1272 1329</box>
prize-amount <box>1215 922 1266 939</box>
lottery-table-right <box>789 906 1266 1026</box>
ad-oikonomou-name: ΜΙΧ. ΑΘ. ΟΙΚΟΝΟΜΟΥ <box>298 242 485 281</box>
number-grid-row: 01057 01557 02057 02557 03057 03557 04057 04557 05057 05557 06057 06557 00057 00557 <box>290 1328 1272 1343</box>
number-grid-row: 01557 02057 02557 03057 03557 04057 04557 05057 05557 06057 06557 00057 00557 01057 <box>290 1404 1272 1419</box>
ad-syphilitic-address: Κάνιγγος 38 <box>1280 1514 1549 1526</box>
prize-cell <box>789 956 882 972</box>
ad-new-therapies <box>10 703 282 785</box>
article-indemnities-head: ΑΙ ΑΠΟΖΗΜΙΩΣΕΙΣ <box>10 253 282 268</box>
number-grid-row: 04157 04657 05157 05657 06157 06657 00157 00657 01157 01657 02157 02657 03157 03657 <box>290 1796 1272 1812</box>
ad-aphrodisia-title: ΝΕΑΙ ΘΕΡΑΠΕΙΑΙ <box>1286 1646 1543 1705</box>
lottery-prize-table-right <box>789 906 1266 1026</box>
prize-row <box>296 984 796 1004</box>
masthead <box>10 84 1549 126</box>
prize-row <box>296 1037 796 1054</box>
number-grid-row: 06857 00357 00857 01357 01857 02357 02857 03357 03857 04357 04857 05357 05857 06357 <box>290 2203 1272 2219</box>
lottery-number-grid <box>290 1177 1272 2256</box>
ad-midwife-poulis-title: Ο ΜΑΙΕΥΤΗΡ-ΓΥΝΑΙΚΟΛΟΓΟΣ <box>1286 1327 1543 1339</box>
ad-bank-name-2: ΤΡΑΠΕΖΑ ΤΗΣ ΕΛΛΑΔΟΣ <box>438 332 503 373</box>
number-grid-row: 03557 04057 04557 05057 05557 06057 06557 00057 00557 01057 01557 02057 02557 03057 <box>290 1706 1272 1721</box>
